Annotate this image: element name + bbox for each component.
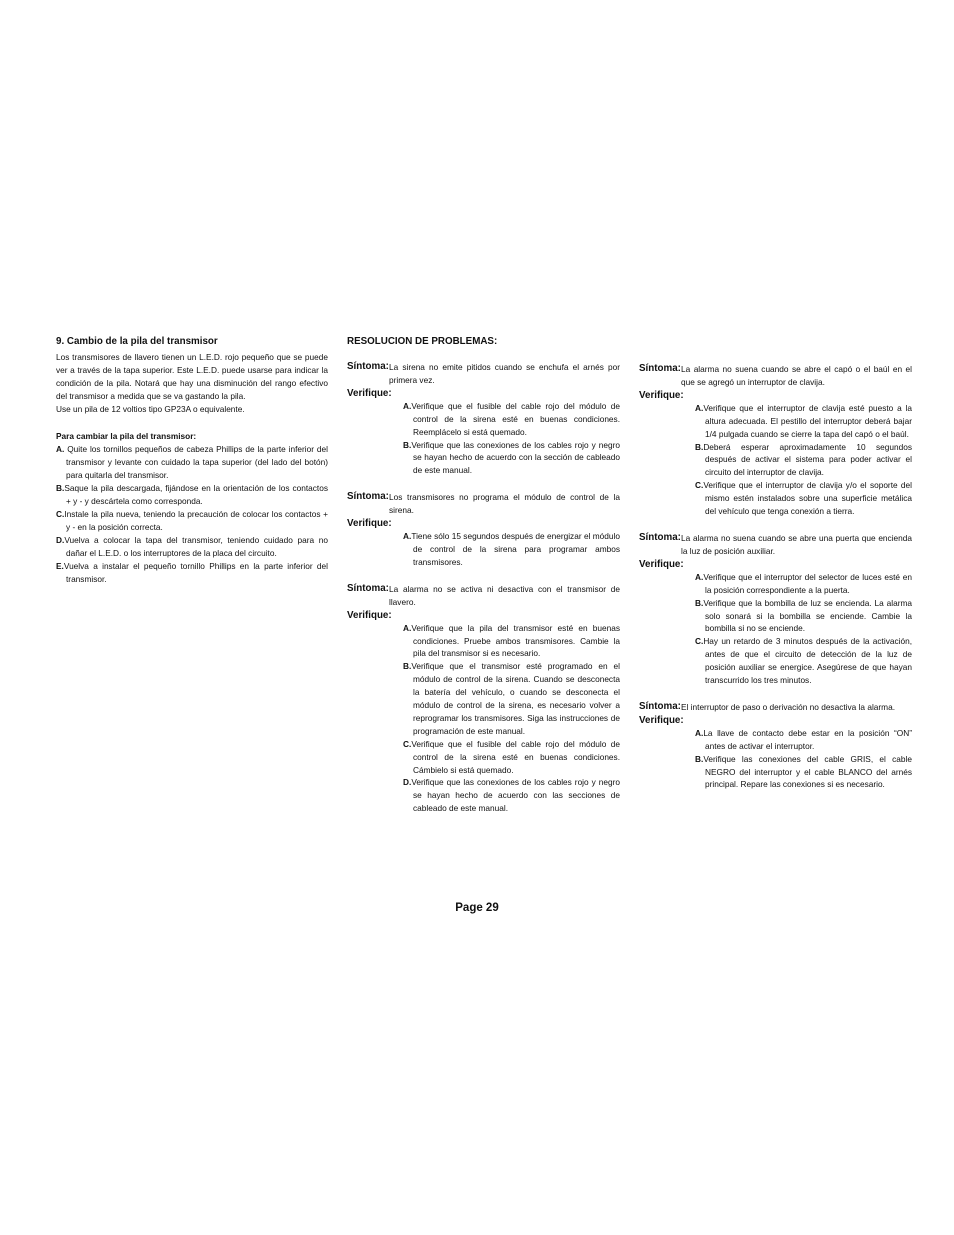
fix-list xyxy=(695,402,912,518)
symptom-text: La alarma no se activa ni desactiva con el transmisor de llavero. xyxy=(389,583,620,607)
verify-label: Verifique: xyxy=(639,558,684,570)
fix-item xyxy=(403,660,620,737)
fix-text: Verifique que el transmisor esté programado en el módulo de control de la sirena. Cuando se desconecta la batería del vehículo, o cuando se desconecta el módulo de control de la sirena, es necesario volver a reprogramar los transmisores. Siga las instrucciones de programación de este manual. xyxy=(411,661,620,736)
symptom-block xyxy=(347,583,620,815)
battery-change-section xyxy=(56,335,328,585)
step-letter: B. xyxy=(56,483,65,494)
fix-item xyxy=(695,753,912,792)
fix-letter: C. xyxy=(695,636,704,647)
symptom-block xyxy=(639,532,912,687)
symptom-label: Síntoma: xyxy=(347,491,389,503)
symptom-label: Síntoma: xyxy=(639,531,681,543)
symptom-line xyxy=(347,491,620,517)
fix-letter: C. xyxy=(695,480,704,491)
symptom-text: La alarma no suena cuando se abre una puerta que encienda la luz de posición auxiliar. xyxy=(681,532,912,556)
fix-letter: B. xyxy=(403,661,412,672)
fix-letter: B. xyxy=(695,753,704,764)
fix-item xyxy=(403,622,620,661)
symptom-text: La alarma no suena cuando se abre el capó o el baúl en el que se agregó un interruptor de clavija. xyxy=(681,364,912,387)
verify-label: Verifique: xyxy=(639,714,684,726)
symptom-block xyxy=(639,363,912,518)
steps-heading: Para cambiar la pila del transmisor: xyxy=(56,430,197,441)
fix-text: Verifique que el interruptor de clavija esté puesto a la altura adecuada. El pestillo del interruptor deberá bajar 1/4 pulgada cuando se cierre la tapa del capó o el baúl. xyxy=(703,402,912,439)
step-text: Instale la pila nueva, teniendo la precaución de colocar los contactos + y - en la posición correcta. xyxy=(64,508,328,532)
fix-item xyxy=(695,635,912,687)
fix-letter: A. xyxy=(695,402,704,413)
page-number: Page 29 xyxy=(455,902,499,914)
step-text: Vuelva a colocar la tapa del transmisor, teniendo cuidado para no dañar el L.E.D. o los interruptores de la placa del circuito. xyxy=(64,534,328,558)
troubleshooting-heading: RESOLUCION DE PROBLEMAS: xyxy=(347,336,498,347)
fix-list xyxy=(695,571,912,687)
step-text: Quite los tornillos pequeños de cabeza Phillips de la parte inferior del transmisor y levante con cuidado la tapa superior (del lado del botón) para quitarla del transmisor. xyxy=(64,444,328,481)
fix-letter: A. xyxy=(695,571,704,582)
symptom-text: La sirena no emite pitidos cuando se enchufa el arnés por primera vez. xyxy=(389,362,620,385)
fix-list xyxy=(403,530,620,569)
symptom-line xyxy=(639,532,912,558)
symptom-line xyxy=(347,583,620,609)
symptom-text: Los transmisores no programa el módulo de control de la sirena. xyxy=(389,492,620,516)
fix-letter: A. xyxy=(403,400,412,411)
fix-item xyxy=(695,727,912,753)
step-letter: D. xyxy=(56,534,65,545)
symptom-line xyxy=(347,361,620,387)
fix-letter: B. xyxy=(695,597,704,608)
step-item xyxy=(56,560,328,586)
fix-letter: A. xyxy=(695,727,704,738)
fix-item xyxy=(403,530,620,569)
fix-letter: B. xyxy=(403,439,412,450)
fix-item xyxy=(695,571,912,597)
fix-list xyxy=(403,400,620,477)
fix-text: Verifique que la bombilla de luz se encienda. La alarma solo sonará si la bombilla se enciende. Cambie la bombilla si no se enciende. xyxy=(703,597,912,634)
step-item xyxy=(56,534,328,560)
fix-letter: A. xyxy=(403,531,412,542)
fix-item xyxy=(403,400,620,439)
symptom-text: El interruptor de paso o derivación no desactiva la alarma. xyxy=(681,701,895,712)
symptom-line xyxy=(639,701,912,714)
fix-text: Deberá esperar aproximadamente 10 segundos después de activar el sistema para poder activar el circuito del interruptor de clavija. xyxy=(703,441,912,478)
verify-label: Verifique: xyxy=(347,387,392,399)
fix-text: Verifique que la pila del transmisor esté en buenas condiciones. Pruebe ambos transmisores. Cambie la pila del transmisor si es necesario. xyxy=(411,622,620,659)
battery-type-line: Use un pila de 12 voltios tipo GP23A o equivalente. xyxy=(56,403,245,414)
fix-letter: C. xyxy=(403,738,412,749)
verify-label: Verifique: xyxy=(347,518,392,530)
fix-item xyxy=(403,776,620,815)
troubleshooting-continued xyxy=(639,363,912,791)
verify-label: Verifique: xyxy=(347,609,392,621)
step-item xyxy=(56,443,328,482)
fix-item xyxy=(403,439,620,478)
fix-list xyxy=(695,727,912,792)
symptom-label: Síntoma: xyxy=(347,582,389,594)
fix-text: Verifique que el interruptor del selector de luces esté en la posición correspondiente a la puerta. xyxy=(703,571,912,595)
step-letter: A. xyxy=(56,444,65,455)
troubleshooting-section xyxy=(347,335,620,815)
step-text: Saque la pila descargada, fijándose en la orientación de los contactos + y - y descártela como corresponda. xyxy=(64,483,328,507)
fix-text: Verifique que el interruptor de clavija y/o el soporte del mismo estén instalados sobre una superficie metálica del vehículo que tenga conexión a tierra. xyxy=(703,480,912,517)
steps-list xyxy=(56,443,328,585)
fix-item xyxy=(695,441,912,480)
fix-text: La llave de contacto debe estar en la posición “ON” antes de activar el interruptor. xyxy=(703,727,912,751)
fix-text: Verifique que el fusible del cable rojo del módulo de control de la sirena esté en buenas condiciones. Cámbielo si está quemado. xyxy=(411,738,620,775)
fix-text: Verifique que el fusible del cable rojo del módulo de control de la sirena esté en buenas condiciones. Reemplácelo si está quemado. xyxy=(411,400,620,437)
fix-item xyxy=(695,479,912,518)
fix-item xyxy=(403,738,620,777)
symptom-block xyxy=(347,491,620,569)
symptom-label: Síntoma: xyxy=(347,361,389,372)
symptom-line xyxy=(639,363,912,389)
symptom-block xyxy=(347,361,620,477)
step-letter: C. xyxy=(56,508,65,519)
step-item xyxy=(56,482,328,508)
section-heading: 9. Cambio de la pila del transmisor xyxy=(56,336,218,347)
step-text: Vuelva a instalar el pequeño tornillo Phillips en la parte inferior del transmisor. xyxy=(63,560,328,584)
fix-text: Tiene sólo 15 segundos después de energizar el módulo de control de la sirena para programar ambos transmisores. xyxy=(411,531,620,567)
fix-letter: A. xyxy=(403,622,412,633)
fix-text: Hay un retardo de 3 minutos después de la activación, antes de que el circuito de detección de la luz de posición auxiliar se energice. Asegúrese de que hayan transcurrido los tres minutos. xyxy=(703,636,912,686)
fix-text: Verifique que las conexiones de los cables rojo y negro se hayan hecho de acuerdo con la sección de cableado de este manual. xyxy=(411,439,620,476)
fix-list xyxy=(403,622,620,816)
fix-letter: D. xyxy=(403,777,412,788)
verify-label: Verifique: xyxy=(639,389,684,401)
symptom-block xyxy=(639,701,912,791)
step-item xyxy=(56,508,328,534)
fix-text: Verifique que las conexiones de los cables rojo y negro se hayan hecho de acuerdo con las secciones de cableado de este manual. xyxy=(411,777,620,814)
fix-item xyxy=(695,597,912,636)
symptom-label: Síntoma: xyxy=(639,363,681,374)
fix-item xyxy=(695,402,912,441)
step-letter: E. xyxy=(56,560,64,571)
fix-text: Verifique las conexiones del cable GRIS, el cable NEGRO del interruptor y el cable BLANCO del arnés principal. Repare las conexiones si es necesario. xyxy=(703,753,912,790)
intro-paragraph: Los transmisores de llavero tienen un L.E.D. rojo pequeño que se puede ver a través de la tapa superior. Este L.E.D. puede usarse para indicar la condición de la pila. Notará que hay una disminución del rango efectivo del transmisor a medida que se va gastando la pila. xyxy=(56,352,328,401)
symptom-label: Síntoma: xyxy=(639,700,681,712)
fix-letter: B. xyxy=(695,441,704,452)
